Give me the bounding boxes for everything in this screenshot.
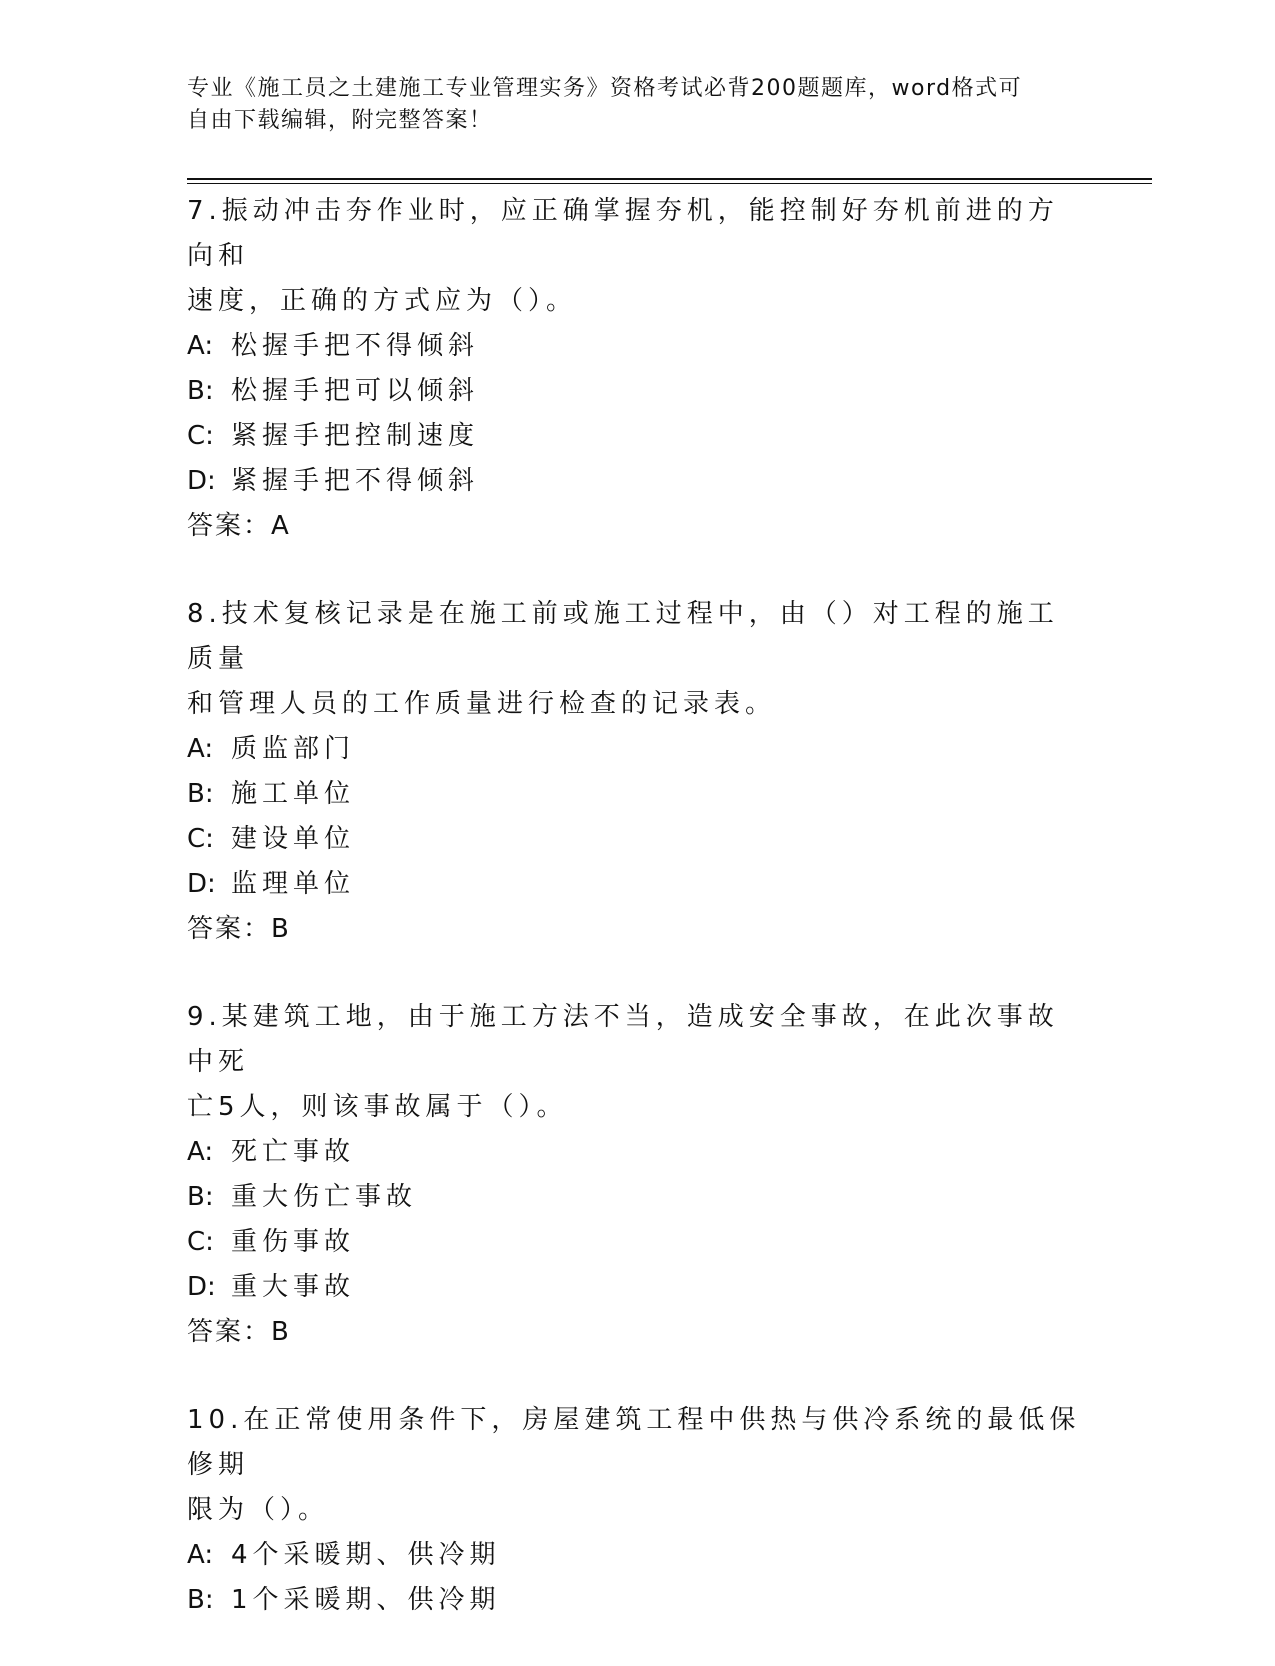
option-key: C: [187, 824, 214, 854]
question-9-text-line-1: 9.某建筑工地，由于施工方法不当，造成安全事故，在此次事故中死 [187, 1002, 1059, 1077]
option-text: 重大事故 [231, 1272, 356, 1302]
question-10-text-line-1: 10.在正常使用条件下，房屋建筑工程中供热与供冷系统的最低保修期 [187, 1405, 1081, 1480]
option-text: 质监部门 [231, 734, 356, 764]
question-8-answer: 答案：B [187, 914, 291, 944]
option-text: 1个采暖期、供冷期 [231, 1585, 501, 1615]
option-text: 松握手把可以倾斜 [231, 376, 480, 406]
question-9-option-b [187, 1175, 1087, 1220]
header-divider [187, 178, 1152, 180]
question-7-option-d [187, 459, 1087, 504]
header-divider-thin [187, 183, 1152, 184]
question-10-text-line-2: 限为（）。 [187, 1495, 330, 1525]
option-text: 重伤事故 [231, 1227, 356, 1257]
option-text: 4个采暖期、供冷期 [231, 1540, 501, 1570]
question-8 [187, 592, 1087, 952]
header-line-1: 专业《施工员之土建施工专业管理实务》资格考试必背200题题库，word格式可 [187, 76, 1023, 101]
question-10-option-a [187, 1533, 1087, 1578]
option-text: 紧握手把控制速度 [231, 421, 480, 451]
question-9-option-a [187, 1130, 1087, 1175]
question-7 [187, 189, 1087, 549]
option-key: A: [187, 734, 214, 764]
option-text: 紧握手把不得倾斜 [231, 466, 480, 496]
option-text: 监理单位 [231, 869, 356, 899]
question-8-option-a [187, 727, 1087, 772]
option-key: B: [187, 1182, 214, 1212]
question-8-text-line-1: 8.技术复核记录是在施工前或施工过程中，由（）对工程的施工质量 [187, 599, 1059, 674]
option-key: A: [187, 331, 214, 361]
option-key: D: [187, 1272, 216, 1302]
question-8-text-line-2: 和管理人员的工作质量进行检查的记录表。 [187, 689, 777, 719]
document-header [187, 73, 1087, 137]
option-key: A: [187, 1137, 214, 1167]
option-text: 松握手把不得倾斜 [231, 331, 480, 361]
option-key: C: [187, 1227, 214, 1257]
question-10-option-b [187, 1578, 1087, 1623]
question-7-text-line-2: 速度，正确的方式应为（）。 [187, 286, 578, 316]
question-7-option-a [187, 324, 1087, 369]
question-9-option-c [187, 1220, 1087, 1265]
question-9-option-d [187, 1265, 1087, 1310]
question-7-answer: 答案：A [187, 511, 291, 541]
option-key: D: [187, 466, 216, 496]
option-key: B: [187, 779, 214, 809]
option-text: 建设单位 [231, 824, 356, 854]
option-text: 死亡事故 [231, 1137, 356, 1167]
option-key: A: [187, 1540, 214, 1570]
question-7-option-c [187, 414, 1087, 459]
question-8-option-d [187, 862, 1087, 907]
question-8-option-b [187, 772, 1087, 817]
question-9 [187, 995, 1087, 1355]
header-line-2: 自由下载编辑，附完整答案！ [187, 108, 493, 133]
question-9-answer: 答案：B [187, 1317, 291, 1347]
question-9-text-line-2: 亡5人，则该事故属于（）。 [187, 1092, 568, 1122]
option-key: C: [187, 421, 214, 451]
question-7-option-b [187, 369, 1087, 414]
option-key: D: [187, 869, 216, 899]
question-7-text-line-1: 7.振动冲击夯作业时，应正确掌握夯机，能控制好夯机前进的方向和 [187, 196, 1059, 271]
question-10 [187, 1398, 1087, 1623]
question-8-option-c [187, 817, 1087, 862]
option-key: B: [187, 1585, 214, 1615]
option-text: 重大伤亡事故 [231, 1182, 418, 1212]
question-list [187, 189, 1087, 1666]
option-key: B: [187, 376, 214, 406]
option-text: 施工单位 [231, 779, 356, 809]
